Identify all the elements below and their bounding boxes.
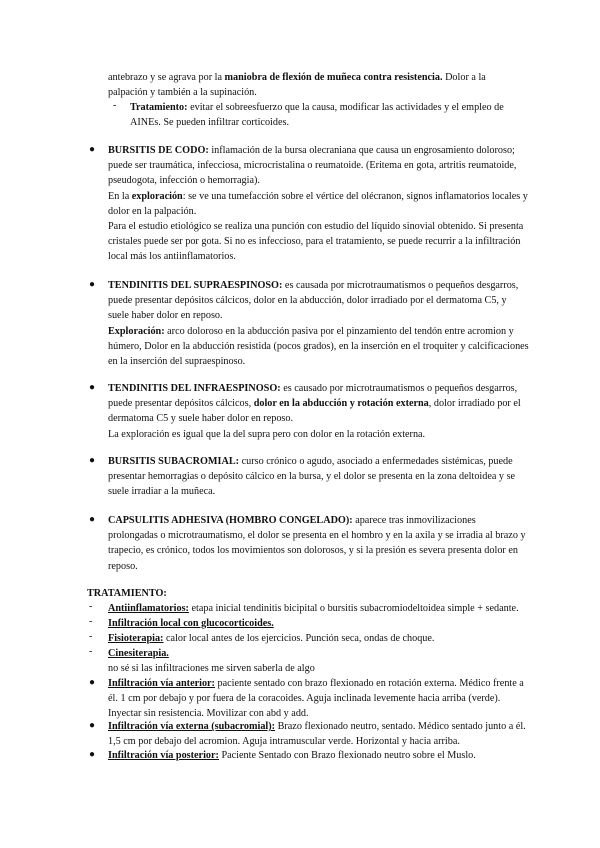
section-capsulitis-adhesiva: CAPSULITIS ADHESIVA (HOMBRO CONGELADO): aparece tras inmovilizaciones prolongadas o microtraumatismo, el dolor se presenta en el hombro y en la axila y se irradia al brazo y trapecio, es crónico, todos los movimientos son dolorosos, y si la presión es severa presenta dolor en reposo. bbox=[108, 515, 526, 572]
treatment-heading: TRATAMIENTO: bbox=[87, 588, 167, 599]
bullet-icon: ● bbox=[89, 144, 96, 155]
treatment-cinesiterapia: Cinesiterapia. no sé si las infiltraciones me sirven saberla de algo bbox=[108, 646, 593, 676]
section-title: TENDINITIS DEL SUPRAESPINOSO: bbox=[108, 280, 283, 291]
dash-bullet: - bbox=[89, 616, 93, 627]
treatment-label: Tratamiento: bbox=[130, 102, 188, 113]
dash-bullet: - bbox=[113, 100, 117, 111]
bullet-icon: ● bbox=[89, 514, 96, 525]
bullet-icon: ● bbox=[89, 382, 96, 393]
section-tendinitis-supraespinoso: TENDINITIS DEL SUPRAESPINOSO: es causada por microtraumatismos o pequeños desgarros, puede presentar depósitos cálcicos, dolor en la abducción, dolor irradiado por el dermatoma C5, y suele haber dolor en reposo. Exploración: arco doloroso en la abducción pasiva por el pinzamiento del tendón entre acromion y húmero, Dolor en la abducción resistida (pocos grados), en la inserción en el troquiter y calcificaciones en la inserción del supraespinoso. bbox=[108, 280, 529, 368]
section-bursitis-subacromial: BURSITIS SUBACROMIAL: curso crónico o agudo, asociado a enfermedades sistémicas, puede presentar hemorragias o depósito cálcico en la bursa, y el dolor se presenta en la zona deltoidea y se suele irradiar a la muñeca. bbox=[108, 456, 516, 498]
infiltration-anterior: Infiltración vía anterior: paciente sentado con brazo flexionado en rotación externa. Médico frente a él. 1 cm por debajo y por fuera de la coracoides. Aguja inclinada levemente hacia arriba (verde). Inyectar sin resistencia. Movilizar con abd y add. bbox=[108, 678, 524, 720]
treatment-fisioterapia: Fisioterapia: calor local antes de los ejercicios. Punción seca, ondas de choque. bbox=[108, 633, 435, 644]
intro-line-2: palpación y también a la supinación. bbox=[108, 87, 257, 99]
bullet-icon: ● bbox=[89, 455, 96, 466]
section-tendinitis-infraespinoso: TENDINITIS DEL INFRAESPINOSO: es causado por microtraumatismos o pequeños desgarros, puede presentar depósitos cálcicos, dolor en la abducción y rotación externa, dolor irradiado por el dermatoma C5 y suele haber dolor en reposo. La exploración es igual que la del supra pero con dolor en la rotación externa. bbox=[108, 383, 521, 440]
section-title: TENDINITIS DEL INFRAESPINOSO: bbox=[108, 383, 281, 394]
dash-bullet: - bbox=[89, 631, 93, 642]
treatment-antiinflamatorios: Antiinflamatorios: etapa inicial tendinitis bicipital o bursitis subacromiodeltoidea simple + sedante. bbox=[108, 603, 519, 614]
treatment-note: Tratamiento: evitar el sobreesfuerzo que la causa, modificar las actividades y el empleo de AINEs. Se pueden infiltrar corticoides. bbox=[130, 102, 504, 129]
intro-line-1: antebrazo y se agrava por la maniobra de flexión de muñeca contra resistencia. Dolor a la bbox=[108, 72, 486, 83]
dash-bullet: - bbox=[89, 646, 93, 657]
bullet-icon: ● bbox=[89, 279, 96, 290]
treatment-infiltracion-local: Infiltración local con glucocorticoides. bbox=[108, 618, 274, 629]
section-title: CAPSULITIS ADHESIVA (HOMBRO CONGELADO): bbox=[108, 515, 353, 526]
maneuver-bold: maniobra de flexión de muñeca contra resistencia. bbox=[224, 72, 443, 83]
bullet-icon: ● bbox=[89, 749, 96, 760]
infiltration-posterior: Infiltración vía posterior: Paciente Sentado con Brazo flexionado neutro sobre el Muslo. bbox=[108, 750, 476, 761]
personal-note: no sé si las infiltraciones me sirven saberla de algo bbox=[108, 663, 315, 675]
section-bursitis-codo: BURSITIS DE CODO: inflamación de la bursa olecraniana que causa un engrosamiento doloroso; puede ser traumática, infecciosa, microcristalina o reumatoide. (Eritema en gota, artritis reumatoide, pseudogota, infección o hemorragia). En la exploración: se ve una tumefacción sobre el vértice del olécranon, signos inflamatorios locales y dolor en la palpación. Para el estudio etiológico se realiza una punción con estudio del líquido sinovial obtenido. Si presenta cristales puede ser por gota. Si no es infeccioso, para el tratamiento, se puede recurrir a la infiltración local más los antiinflamatorios. bbox=[108, 145, 528, 263]
section-title: BURSITIS DE CODO: bbox=[108, 145, 209, 156]
dash-bullet: - bbox=[89, 601, 93, 612]
bullet-icon: ● bbox=[89, 677, 96, 688]
infiltration-externa: Infiltración vía externa (subacromial): Brazo flexionado neutro, sentado. Médico sentado junto a él. 1,5 cm por debajo del acromion. Aguja intramuscular verde. Horizontal y hacia arriba. bbox=[108, 721, 526, 748]
bullet-icon: ● bbox=[89, 720, 96, 731]
intro-paragraph bbox=[108, 70, 588, 100]
section-title: BURSITIS SUBACROMIAL: bbox=[108, 456, 240, 467]
